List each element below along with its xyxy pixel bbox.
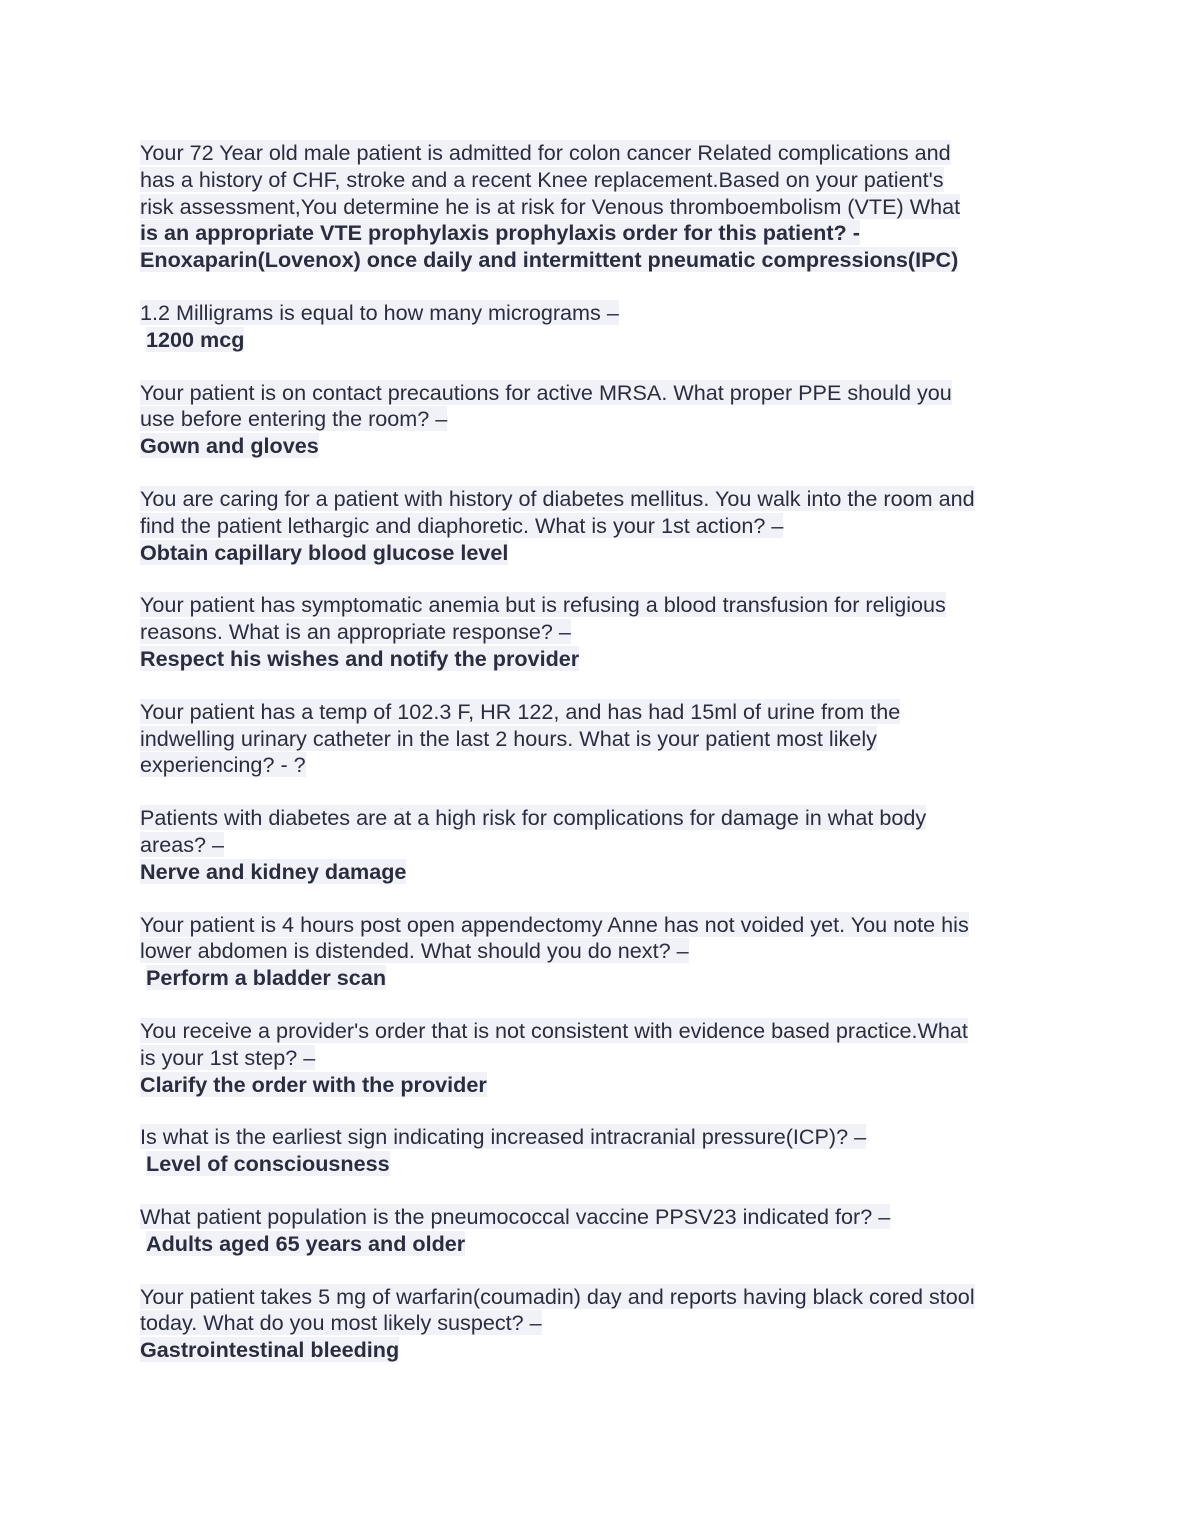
qa-block [140, 805, 1060, 885]
question-line [140, 592, 1060, 619]
question-text: experiencing? - ? [140, 752, 306, 778]
question-line [140, 832, 1060, 859]
question-text: Is what is the earliest sign indicating increased intracranial pressure(ICP)? – [140, 1124, 867, 1150]
qa-block [140, 1204, 1060, 1258]
question-text: 1.2 Milligrams is equal to how many micrograms – [140, 299, 619, 325]
answer-text: Nerve and kidney damage [140, 858, 407, 884]
question-line [140, 938, 1060, 965]
qa-block [140, 300, 1060, 354]
qa-block [140, 912, 1060, 992]
question-line [140, 1284, 1060, 1311]
question-line [140, 167, 1060, 194]
answer-line [140, 646, 1060, 673]
answer-line [140, 859, 1060, 886]
question-line [140, 1018, 1060, 1045]
answer-line [140, 327, 1060, 354]
qa-block [140, 1018, 1060, 1098]
question-line [140, 140, 1060, 167]
answer-line [140, 965, 1060, 992]
answer-line [140, 1151, 1060, 1178]
question-line [140, 1310, 1060, 1337]
qa-block [140, 486, 1060, 566]
answer-text: Enoxaparin(Lovenox) once daily and intermittent pneumatic compressions(IPC) [140, 247, 959, 273]
question-text: is your 1st step? – [140, 1044, 316, 1070]
qa-block [140, 699, 1060, 779]
question-text: today. What do you most likely suspect? – [140, 1310, 542, 1336]
answer-text: Gown and gloves [140, 433, 319, 459]
answer-text: Perform a bladder scan [146, 965, 387, 991]
qa-block [140, 1124, 1060, 1178]
question-line [140, 805, 1060, 832]
question-line [140, 912, 1060, 939]
qa-block [140, 380, 1060, 460]
question-text: use before entering the room? – [140, 406, 448, 432]
answer-line [140, 1072, 1060, 1099]
qa-block [140, 592, 1060, 672]
question-text: has a history of CHF, stroke and a recent Knee replacement.Based on your patient's [140, 166, 944, 192]
answer-text: Level of consciousness [146, 1151, 390, 1177]
question-line [140, 1045, 1060, 1072]
question-line [140, 406, 1060, 433]
answer-line [140, 1337, 1060, 1364]
question-line [140, 194, 1060, 221]
answer-line [140, 247, 1060, 274]
question-line [140, 486, 1060, 513]
question-text: find the patient lethargic and diaphoretic. What is your 1st action? – [140, 512, 784, 538]
question-line [140, 1204, 1060, 1231]
question-line [140, 1124, 1060, 1151]
document-page [140, 140, 1060, 1390]
question-text: indwelling urinary catheter in the last 2 hours. What is your patient most likely [140, 725, 877, 751]
question-line [140, 380, 1060, 407]
answer-text: Gastrointestinal bleeding [140, 1337, 400, 1363]
question-line [140, 513, 1060, 540]
question-line [140, 752, 1060, 779]
question-text: Your patient has a temp of 102.3 F, HR 122, and has had 15ml of urine from the [140, 698, 901, 724]
question-text: You are caring for a patient with history of diabetes mellitus. You walk into the room and [140, 485, 975, 511]
question-text: lower abdomen is distended. What should you do next? – [140, 938, 689, 964]
question-text: What patient population is the pneumococcal vaccine PPSV23 indicated for? – [140, 1203, 891, 1229]
answer-line [140, 433, 1060, 460]
answer-line [140, 540, 1060, 567]
question-line [140, 619, 1060, 646]
answer-text: is an appropriate VTE prophylaxis prophylaxis order for this patient? - [140, 220, 860, 246]
question-text: reasons. What is an appropriate response? – [140, 619, 571, 645]
question-text: Your patient is on contact precautions for active MRSA. What proper PPE should you [140, 379, 952, 405]
qa-block [140, 140, 1060, 274]
answer-line [140, 1231, 1060, 1258]
question-text: areas? – [140, 831, 225, 857]
question-text: Your patient has symptomatic anemia but is refusing a blood transfusion for religious [140, 592, 946, 618]
answer-text: 1200 mcg [146, 326, 245, 352]
question-text: You receive a provider's order that is not consistent with evidence based practice.What [140, 1017, 968, 1043]
qa-block [140, 1284, 1060, 1364]
question-text: Your patient is 4 hours post open appendectomy Anne has not voided yet. You note his [140, 911, 969, 937]
answer-text: Obtain capillary blood glucose level [140, 539, 509, 565]
question-line [140, 726, 1060, 753]
answer-line [140, 220, 1060, 247]
answer-text: Respect his wishes and notify the provider [140, 645, 580, 671]
question-text: Patients with diabetes are at a high risk for complications for damage in what body [140, 805, 927, 831]
answer-text: Adults aged 65 years and older [146, 1230, 466, 1256]
question-text: risk assessment,You determine he is at risk for Venous thromboembolism (VTE) What [140, 193, 961, 219]
question-line [140, 300, 1060, 327]
question-text: Your 72 Year old male patient is admitted for colon cancer Related complications and [140, 140, 951, 165]
answer-text: Clarify the order with the provider [140, 1071, 487, 1097]
question-line [140, 699, 1060, 726]
question-text: Your patient takes 5 mg of warfarin(coumadin) day and reports having black cored stool [140, 1283, 975, 1309]
